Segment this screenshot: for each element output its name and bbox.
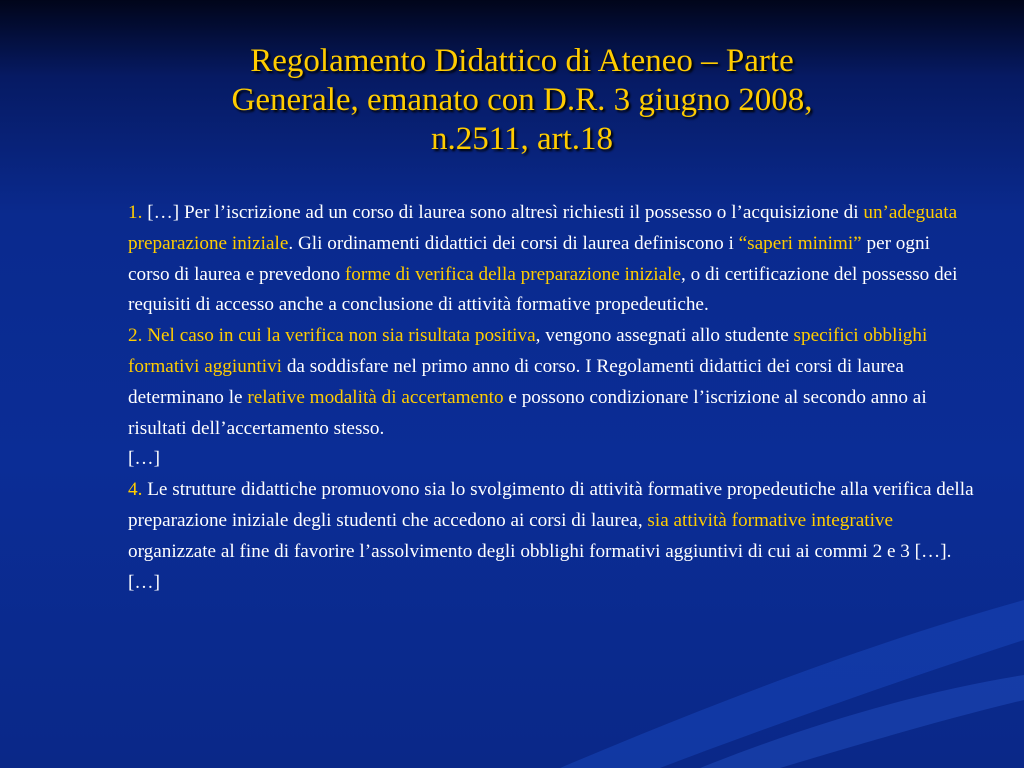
text-run: da soddisfare nel primo anno di corso. I Regolamenti didattici dei corsi di laurea determinano le	[128, 355, 904, 408]
text-run: […] Per l’iscrizione ad un corso di laurea sono altresì richiesti il possesso o l’acquisizione di	[142, 202, 864, 223]
ellipsis-line: […]	[128, 571, 160, 593]
text-run: Le strutture didattiche promuovono sia lo svolgimento di attività formative propedeutiche alla verifica della preparazione iniziale degli studenti che accedono ai corsi di laurea,	[128, 479, 974, 531]
text-run: organizzate al fine di favorire l’assolvimento degli obblighi formativi aggiuntivi di cui ai commi 2 e 3 […].	[128, 540, 952, 562]
slide-title	[130, 42, 914, 159]
paragraph-number: 1.	[128, 202, 143, 223]
paragraph-number: 4.	[128, 479, 143, 501]
text-run: per ogni corso di laurea e prevedono	[128, 232, 930, 285]
highlight-run: forme di verifica della preparazione iniziale	[344, 263, 681, 285]
text-run: , o di certificazione del possesso dei requisiti di accesso anche a conclusione di attività formative propedeutiche.	[128, 263, 958, 316]
highlight-run: un’adeguata preparazione iniziale	[128, 202, 958, 254]
paragraph-number: 2.	[128, 325, 143, 347]
text-run: e possono condizionare l’iscrizione al secondo anno ai risultati dell’accertamento stesso.	[128, 386, 927, 439]
text-run: . Gli ordinamenti didattici dei corsi di laurea definiscono i	[288, 232, 739, 254]
title-line: Generale, emanato con D.R. 3 giugno 2008,	[231, 82, 813, 118]
highlight-run: sia attività formative integrative	[647, 509, 894, 531]
title-line: n.2511, art.18	[430, 121, 614, 157]
slide-body	[128, 198, 974, 598]
paragraph-1	[128, 198, 974, 321]
paragraph-2	[128, 321, 974, 444]
paragraph-4	[128, 475, 974, 567]
title-line: Regolamento Didattico di Ateneo – Parte	[250, 43, 794, 79]
text-run: , vengono assegnati allo studente	[535, 325, 794, 347]
ellipsis-line: […]	[128, 448, 160, 470]
highlight-run: specifici obblighi formativi aggiuntivi	[128, 325, 928, 377]
highlight-run: “saperi minimi”	[738, 232, 862, 254]
highlight-run: relative modalità di accertamento	[247, 386, 504, 408]
highlight-run: Nel caso in cui la verifica non sia risultata positiva	[142, 325, 536, 347]
